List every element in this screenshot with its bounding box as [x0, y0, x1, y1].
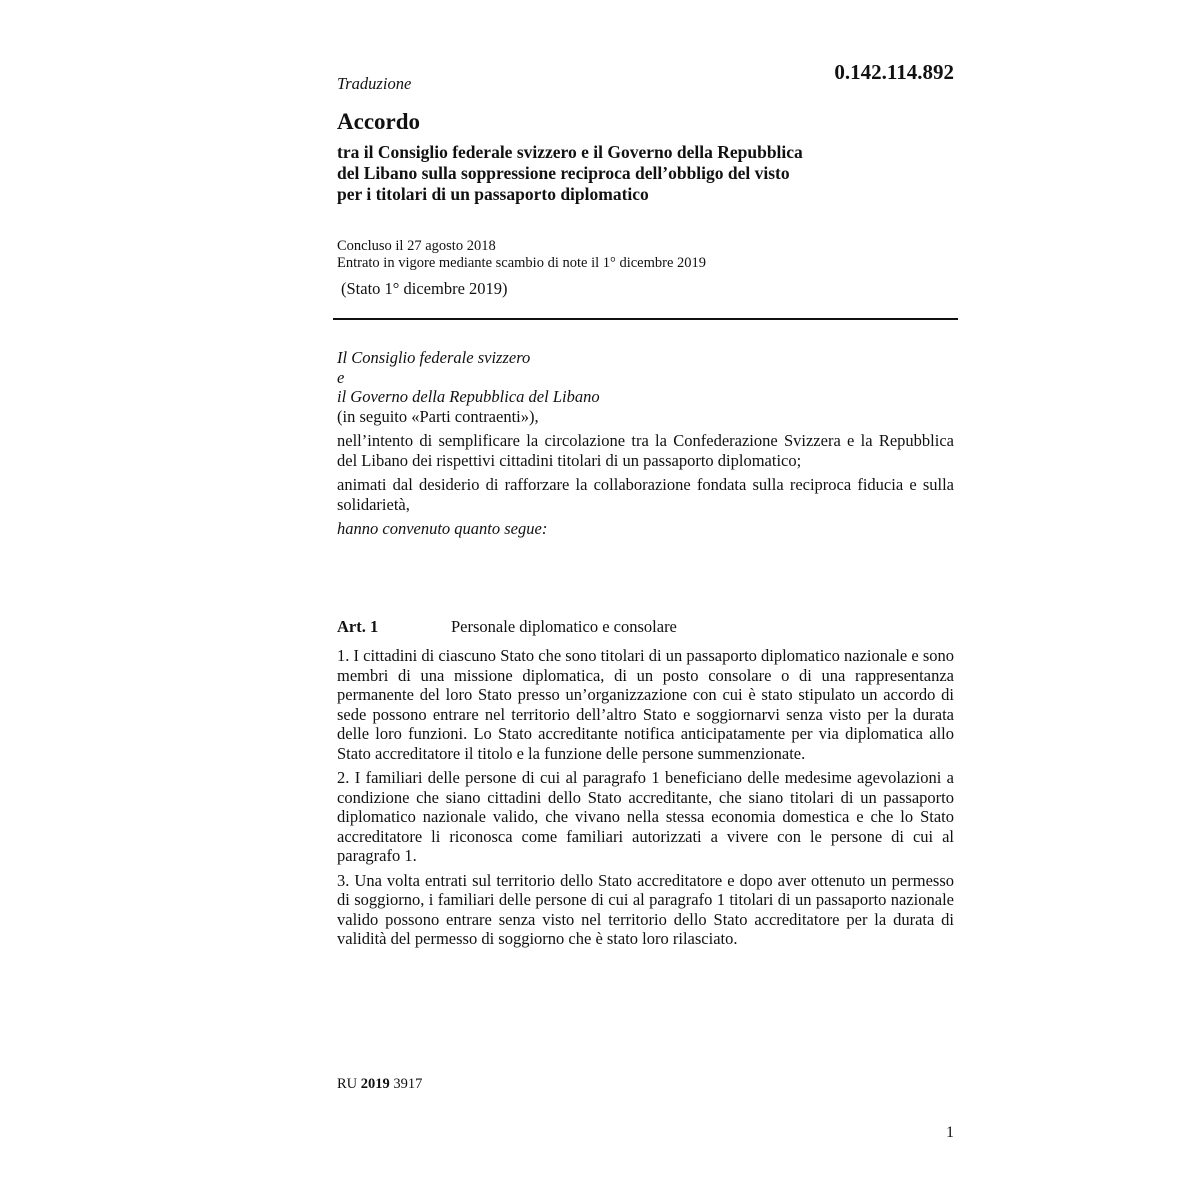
article-paragraph: 3. Una volta entrati sul territorio dello Stato accreditatore e dopo aver ottenuto un permesso di soggiorno, i familiari delle persone di cui al paragrafo 1 titolari di un passaporto nazionale valido possono entrare senza visto nel territorio dello Stato accreditatore per la durata di validità del permesso di soggiorno che è stato loro rilasciato. — [337, 870, 954, 948]
header-divider — [333, 318, 958, 320]
article-number: Art. 1 — [337, 617, 379, 636]
subtitle-line: tra il Consiglio federale svizzero e il Governo della Repubblica — [337, 142, 803, 162]
meta-info — [337, 238, 706, 272]
concluded-date: Concluso il 27 agosto 2018 — [337, 238, 496, 254]
official-compilation-ref — [337, 1076, 422, 1093]
party-1: Il Consiglio federale svizzero — [337, 348, 531, 367]
article-heading — [337, 617, 954, 637]
status-date: (Stato 1° dicembre 2019) — [341, 279, 508, 298]
translation-label: Traduzione — [337, 74, 412, 93]
ru-prefix: RU — [337, 1076, 358, 1092]
preamble-agreed: hanno convenuto quanto segue: — [337, 519, 548, 538]
sr-number: 0.142.114.892 — [834, 60, 954, 84]
conjunction: e — [337, 367, 345, 387]
party-2: il Governo della Repubblica del Libano — [337, 387, 600, 406]
preamble — [337, 348, 954, 539]
in-force-date: Entrato in vigore mediante scambio di note il 1° dicembre 2019 — [337, 255, 707, 271]
subtitle-line: del Libano sulla soppressione reciproca dell’obbligo del visto — [337, 163, 790, 183]
article-paragraph: 1. I cittadini di ciascuno Stato che sono titolari di un passaporto diplomatico nazionale e sono membri di una missione diplomatica, di un posto consolare o di una rappresentanza permanente del loro Stato presso un’organizzazione con cui è stato stipulato un accordo di sede possono entrare nel territorio dell’altro Stato e soggiornarvi senza visto per la durata delle loro funzioni. Lo Stato accreditante notifica anticipatamente per via diplomatica allo Stato accreditatore il titolo e la funzione delle persone summenzionate. — [337, 646, 954, 763]
page-number: 1 — [946, 1124, 954, 1141]
page-title: Accordo — [337, 109, 421, 134]
ru-page: 3917 — [393, 1076, 423, 1092]
preamble-desire: animati dal desiderio di rafforzare la collaborazione fondata sulla reciproca fiducia e sulla solidarietà, — [337, 475, 954, 514]
page-subtitle — [337, 142, 937, 205]
ru-year: 2019 — [360, 1076, 390, 1092]
article-body — [337, 646, 954, 954]
parties-note: (in seguito «Parti contraenti»), — [337, 406, 539, 426]
subtitle-line: per i titolari di un passaporto diplomatico — [337, 184, 649, 204]
preamble-intent: nell’intento di semplificare la circolazione tra la Confederazione Svizzera e la Repubblica del Libano dei rispettivi cittadini titolari di un passaporto diplomatico; — [337, 431, 954, 470]
article-title: Personale diplomatico e consolare — [451, 617, 677, 636]
article-paragraph: 2. I familiari delle persone di cui al paragrafo 1 beneficiano delle medesime agevolazioni a condizione che siano cittadini dello Stato accreditante, che siano titolari di un passaporto diplomatico nazionale valido, che vivano nella stessa economia domestica e che lo Stato accreditatore li riconosca come familiari autorizzati a vivere con le persone di cui al paragrafo 1. — [337, 768, 954, 865]
